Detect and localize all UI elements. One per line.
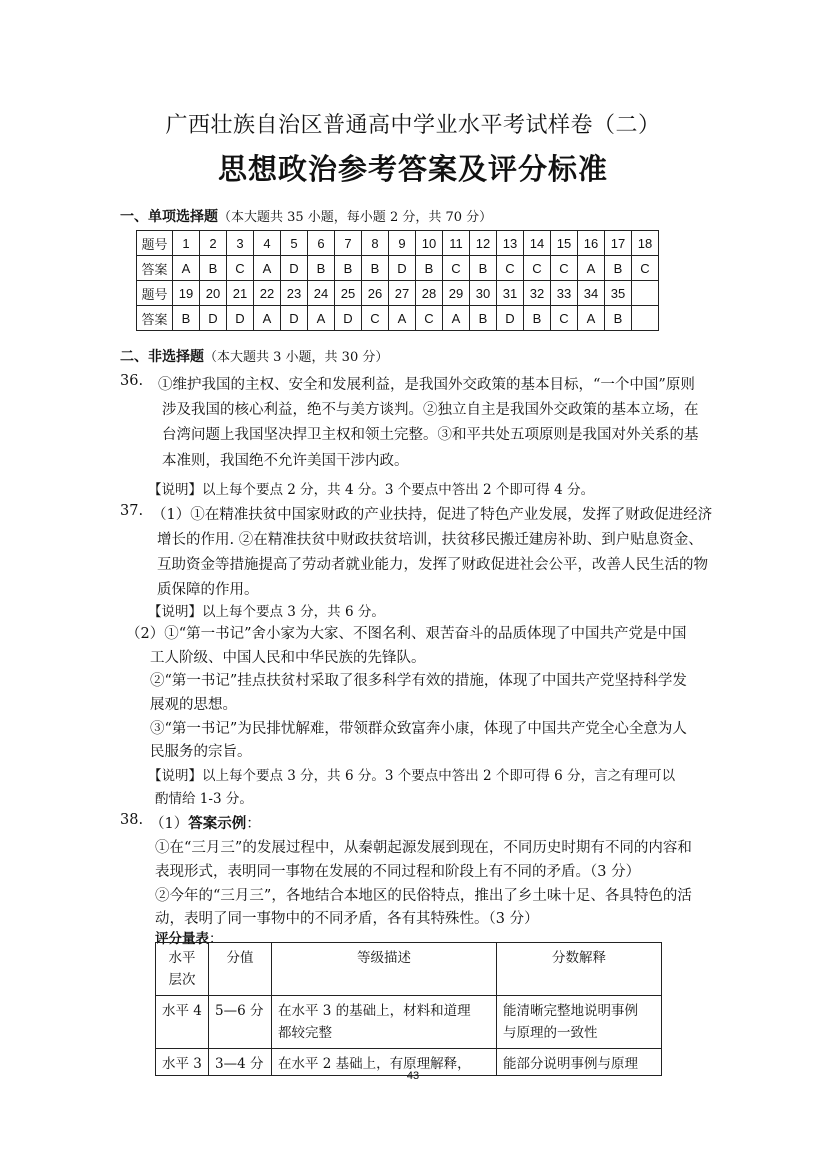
answer-cell: 23	[281, 281, 308, 306]
answer-cell: 3	[227, 231, 254, 256]
answer-cell: 18	[632, 231, 659, 256]
answer-cell	[632, 281, 659, 306]
answer-cell: A	[254, 306, 281, 331]
header-level-line2: 层次	[168, 972, 196, 988]
answer-cell: A	[578, 306, 605, 331]
answer-cell: 17	[605, 231, 632, 256]
q37-part2-note: 【说明】以上每个要点 3 分，共 6 分。3 个要点中答出 2 个即可得 6 分，言之有理可以	[148, 768, 676, 784]
answer-cell: B	[362, 256, 389, 281]
answer-cell	[632, 306, 659, 331]
answer-cell: D	[281, 306, 308, 331]
q36-line: 台湾问题上我国坚决捍卫主权和领土完整。③和平共处五项原则是我国对外关系的基	[162, 427, 699, 443]
answer-cell: 8	[362, 231, 389, 256]
answer-cell: 22	[254, 281, 281, 306]
desc-line: 在水平 3 的基础上，材料和道理	[278, 1003, 471, 1019]
desc-line: 都较完整	[278, 1025, 332, 1041]
header-level	[156, 943, 209, 996]
answer-cell: C	[416, 306, 443, 331]
table-row	[137, 281, 659, 306]
q38-part1-prefix: （1）	[150, 816, 189, 832]
answer-cell: 14	[524, 231, 551, 256]
answer-cell: B	[416, 256, 443, 281]
answer-cell: 1	[173, 231, 200, 256]
answer-cell: C	[551, 256, 578, 281]
answer-cell: D	[200, 306, 227, 331]
answer-cell: 29	[443, 281, 470, 306]
header-description: 等级描述	[272, 943, 497, 996]
row-explanation: 能部分说明事例与原理	[497, 1049, 662, 1076]
q36-line: ①维护我国的主权、安全和发展利益，是我国外交政策的基本目标，“一个中国”原则	[158, 377, 695, 393]
scoring-scale-label: 评分量表	[155, 931, 209, 947]
answer-cell: C	[443, 256, 470, 281]
q37-part2-line: ③“第一书记”为民排忧解难，带领群众致富奔小康，体现了中国共产党全心全意为人	[150, 721, 687, 737]
section-2-heading	[120, 346, 388, 366]
answer-cell: 4	[254, 231, 281, 256]
q37-part2-note: 酌情给 1-3 分。	[155, 791, 253, 807]
header-level-line1: 水平	[168, 950, 196, 966]
row-header-cell: 答案	[137, 306, 173, 331]
scoring-scale-table	[155, 942, 662, 1076]
q37-part1-line: 质保障的作用。	[157, 582, 259, 598]
section-1-heading	[120, 206, 492, 226]
answer-cell: A	[578, 256, 605, 281]
question-37-number: 37.	[120, 503, 144, 519]
answer-cell: D	[227, 306, 254, 331]
answer-cell: 10	[416, 231, 443, 256]
answer-cell: C	[632, 256, 659, 281]
q38-line: ①在“三月三”的发展过程中，从秦朝起源发展到现在，不同历史时期有不同的内容和	[155, 840, 692, 856]
q38-line: ②今年的“三月三”，各地结合本地区的民俗特点，推出了乡土味十足、各具特色的活	[155, 888, 692, 904]
q37-part1-line: 互助资金等措施提高了劳动者就业能力，发挥了财政促进社会公平，改善人民生活的物	[157, 557, 708, 573]
answer-cell: A	[173, 256, 200, 281]
answer-cell: 26	[362, 281, 389, 306]
answer-cell: B	[605, 306, 632, 331]
answer-cell: 32	[524, 281, 551, 306]
colon: ：	[209, 931, 223, 947]
row-header-cell: 答案	[137, 256, 173, 281]
answer-cell: C	[497, 256, 524, 281]
header-score: 分值	[209, 943, 272, 996]
q38-answer-example-label: 答案示例	[188, 816, 247, 832]
answer-cell: D	[389, 256, 416, 281]
q36-line: 涉及我国的核心利益，绝不与美方谈判。②独立自主是我国外交政策的基本立场，在	[162, 402, 699, 418]
answer-cell: 11	[443, 231, 470, 256]
exp-line: 能清晰完整地说明事例	[503, 1003, 638, 1019]
answer-cell: B	[173, 306, 200, 331]
answer-cell: B	[524, 306, 551, 331]
row-header-cell: 题号	[137, 231, 173, 256]
answer-cell: B	[335, 256, 362, 281]
answer-cell: 9	[389, 231, 416, 256]
answer-cell: 13	[497, 231, 524, 256]
answer-cell: B	[605, 256, 632, 281]
answer-cell: A	[389, 306, 416, 331]
answer-cell: 33	[551, 281, 578, 306]
answer-cell: 2	[200, 231, 227, 256]
question-38-number: 38.	[120, 812, 144, 828]
answer-cell: 21	[227, 281, 254, 306]
section-1-title: 一、单项选择题	[120, 209, 218, 225]
answer-cell: 34	[578, 281, 605, 306]
q37-part1-line: （1）①在精准扶贫中国家财政的产业扶持，促进了特色产业发展，发挥了财政促进经济	[152, 507, 713, 523]
q36-note: 【说明】以上每个要点 2 分，共 4 分。3 个要点中答出 2 个即可得 4 分。	[148, 482, 595, 498]
row-score: 3—4 分	[209, 1049, 272, 1076]
row-explanation	[497, 996, 662, 1049]
answer-cell: D	[281, 256, 308, 281]
answer-key-table	[136, 230, 659, 331]
table-row	[137, 231, 659, 256]
answer-cell: C	[362, 306, 389, 331]
q37-part2-line: ②“第一书记”挂点扶贫村采取了很多科学有效的措施，体现了中国共产党坚持科学发	[150, 673, 687, 689]
q37-part1-note: 【说明】以上每个要点 3 分，共 6 分。	[148, 604, 385, 620]
row-description: 在水平 2 基础上，有原理解释，	[272, 1049, 497, 1076]
section-1-note: （本大题共 35 小题，每小题 2 分，共 70 分）	[218, 210, 493, 225]
answer-cell: 6	[308, 231, 335, 256]
table-row	[156, 996, 662, 1049]
answer-cell: B	[308, 256, 335, 281]
document-subtitle: 思想政治参考答案及评分标准	[217, 152, 608, 186]
table-row	[137, 306, 659, 331]
answer-cell: 7	[335, 231, 362, 256]
answer-cell: 31	[497, 281, 524, 306]
answer-cell: C	[524, 256, 551, 281]
answer-cell: B	[470, 306, 497, 331]
q38-line: 动，表明了同一事物中的不同矛盾，各有其特殊性。（3 分）	[155, 911, 539, 927]
table-header-row	[156, 943, 662, 996]
section-2-note: （本大题共 3 小题，共 30 分）	[204, 350, 389, 365]
answer-cell: 30	[470, 281, 497, 306]
page-number: 43	[406, 1070, 420, 1082]
answer-cell: 15	[551, 231, 578, 256]
q36-line: 本准则，我国绝不允许美国干涉内政。	[162, 453, 409, 469]
table-row	[137, 256, 659, 281]
section-2-title: 二、非选择题	[120, 349, 204, 365]
answer-cell: 20	[200, 281, 227, 306]
q38-line: 表现形式，表明同一事物在发展的不同过程和阶段上有不同的矛盾。（3 分）	[155, 864, 641, 880]
answer-cell: 35	[605, 281, 632, 306]
answer-cell: C	[551, 306, 578, 331]
question-36-number: 36.	[120, 373, 144, 389]
answer-cell: 25	[335, 281, 362, 306]
answer-cell: 28	[416, 281, 443, 306]
answer-cell: A	[254, 256, 281, 281]
exp-line: 与原理的一致性	[503, 1025, 598, 1041]
q37-part2-line: （2）①“第一书记”舍小家为大家、不图名利、艰苦奋斗的品质体现了中国共产党是中国	[126, 626, 687, 642]
row-description	[272, 996, 497, 1049]
q37-part2-line: 民服务的宗旨。	[150, 744, 252, 760]
answer-cell: 16	[578, 231, 605, 256]
row-header-cell: 题号	[137, 281, 173, 306]
answer-cell: A	[443, 306, 470, 331]
answer-cell: A	[308, 306, 335, 331]
row-level: 水平 3	[156, 1049, 209, 1076]
q37-part2-line: 展观的思想。	[150, 697, 237, 713]
answer-cell: D	[497, 306, 524, 331]
header-explanation: 分数解释	[497, 943, 662, 996]
answer-cell: 27	[389, 281, 416, 306]
q38-part1-heading	[150, 812, 261, 833]
document-title: 广西壮族自治区普通高中学业水平考试样卷（二）	[165, 113, 661, 138]
answer-cell: 5	[281, 231, 308, 256]
colon: ：	[246, 816, 261, 832]
answer-cell: D	[335, 306, 362, 331]
answer-cell: B	[200, 256, 227, 281]
row-level: 水平 4	[156, 996, 209, 1049]
q37-part1-line: 增长的作用. ②在精准扶贫中财政扶贫培训，扶贫移民搬迁建房补助、到户贴息资金、	[157, 532, 703, 548]
answer-cell: 24	[308, 281, 335, 306]
answer-cell: 12	[470, 231, 497, 256]
answer-cell: 19	[173, 281, 200, 306]
answer-cell: C	[227, 256, 254, 281]
answer-cell: B	[470, 256, 497, 281]
row-score: 5—6 分	[209, 996, 272, 1049]
q37-part2-line: 工人阶级、中国人民和中华民族的先锋队。	[150, 650, 426, 666]
